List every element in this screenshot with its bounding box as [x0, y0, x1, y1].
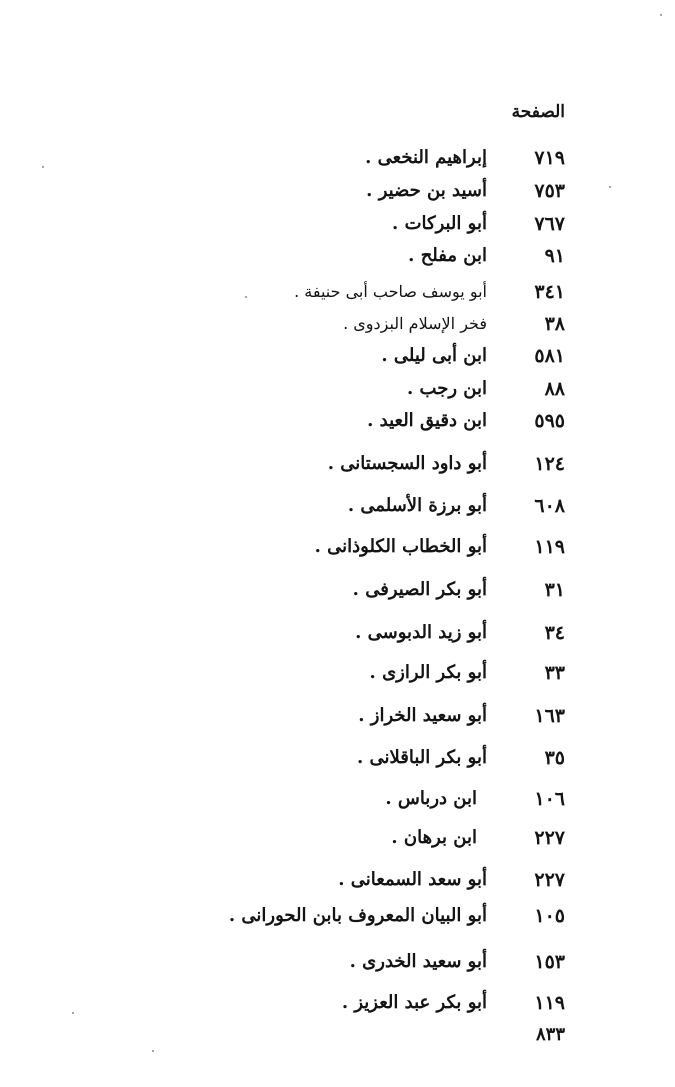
index-row — [0, 373, 675, 405]
index-row — [0, 276, 675, 308]
index-row — [0, 405, 675, 437]
entry-name: ابن دقيق العيد . — [367, 410, 487, 431]
entry-page-number: ٣٨ — [544, 313, 565, 335]
entry-page-number: ٧٥٣ — [534, 180, 565, 202]
entry-name: أبو بكر الرازى . — [369, 662, 487, 683]
entry-name: أبو يوسف صاحب أبى حنيفة . — [294, 282, 487, 301]
scan-speck — [245, 296, 247, 298]
entry-name: أبو برزة الأسلمى . — [347, 495, 487, 516]
index-row — [0, 340, 675, 372]
entry-page-number: ٥٨١ — [534, 345, 565, 367]
page-number: ٨٣٣ — [535, 1024, 565, 1045]
index-row — [0, 142, 675, 174]
index-row — [0, 308, 675, 340]
entry-page-number: ١١٩ — [534, 536, 565, 558]
entry-page-number: ٢٢٧ — [534, 869, 565, 891]
entry-name: أبو البيان المعروف بابن الحورانى . — [228, 905, 487, 926]
entry-page-number: ٥٩٥ — [534, 410, 565, 432]
entry-name: ابن مفلح . — [408, 245, 487, 266]
entry-name: أبو البركات . — [392, 213, 487, 234]
entry-name: أبو داود السجستانى . — [327, 453, 487, 474]
index-row — [0, 742, 675, 774]
entry-page-number: ٧١٩ — [534, 147, 565, 169]
index-row — [0, 700, 675, 732]
entry-page-number: ١٠٥ — [534, 905, 565, 927]
scan-speck — [660, 14, 662, 16]
index-row — [0, 448, 675, 480]
entry-page-number: ١٠٦ — [534, 788, 565, 810]
scan-speck — [152, 1050, 154, 1052]
entry-page-number: ٣٤ — [544, 622, 565, 644]
entry-page-number: ١٢٤ — [534, 453, 565, 475]
index-row — [0, 490, 675, 522]
index-row — [0, 864, 675, 896]
entry-name: أبو بكر الصيرفى . — [352, 579, 487, 600]
index-row — [0, 822, 675, 854]
index-row — [0, 574, 675, 606]
entry-page-number: ٣٥ — [544, 747, 565, 769]
entry-name: أبو بكر عبد العزيز . — [341, 992, 487, 1013]
entry-page-number: ١١٩ — [534, 992, 565, 1014]
entry-page-number: ١٦٣ — [534, 705, 565, 727]
page-column-header: الصفحة — [511, 102, 565, 122]
entry-page-number: ٧٦٧ — [534, 213, 565, 235]
entry-name: ابن درباس . — [385, 788, 477, 809]
index-row — [0, 531, 675, 563]
index-row — [0, 657, 675, 689]
index-row — [0, 946, 675, 978]
entry-name: ابن أبى ليلى . — [381, 345, 487, 366]
entry-name: فخر الإسلام البزدوى . — [343, 314, 487, 333]
entry-page-number: ٦٠٨ — [534, 495, 565, 517]
index-row — [0, 900, 675, 932]
index-row — [0, 175, 675, 207]
entry-name: ابن رجب . — [406, 378, 487, 399]
entry-name: أبو سعيد الخراز . — [358, 705, 487, 726]
index-row — [0, 617, 675, 649]
entry-name: أسيد بن حضير . — [366, 180, 487, 201]
entry-page-number: ٣٤١ — [534, 281, 565, 303]
entry-page-number: ١٥٣ — [534, 951, 565, 973]
entry-name: أبو سعيد الخدرى . — [349, 951, 487, 972]
entry-page-number: ٣٣ — [544, 662, 565, 684]
index-row — [0, 240, 675, 272]
entry-page-number: ٣١ — [544, 579, 565, 601]
scan-speck — [42, 166, 44, 168]
scan-speck — [72, 1012, 74, 1014]
entry-page-number: ٢٢٧ — [534, 827, 565, 849]
entry-name: إبراهيم النخعى . — [365, 147, 487, 168]
index-row — [0, 987, 675, 1019]
scan-speck — [609, 186, 611, 188]
entry-name: أبو بكر الباقلانى . — [356, 747, 487, 768]
index-row — [0, 783, 675, 815]
entry-page-number: ٩١ — [544, 245, 565, 267]
entry-name: أبو الخطاب الكلوذانى . — [314, 536, 487, 557]
entry-name: ابن برهان . — [391, 827, 477, 848]
entry-name: أبو سعد السمعانى . — [338, 869, 487, 890]
entry-name: أبو زيد الدبوسى . — [355, 622, 487, 643]
index-row — [0, 208, 675, 240]
entry-page-number: ٨٨ — [544, 378, 565, 400]
